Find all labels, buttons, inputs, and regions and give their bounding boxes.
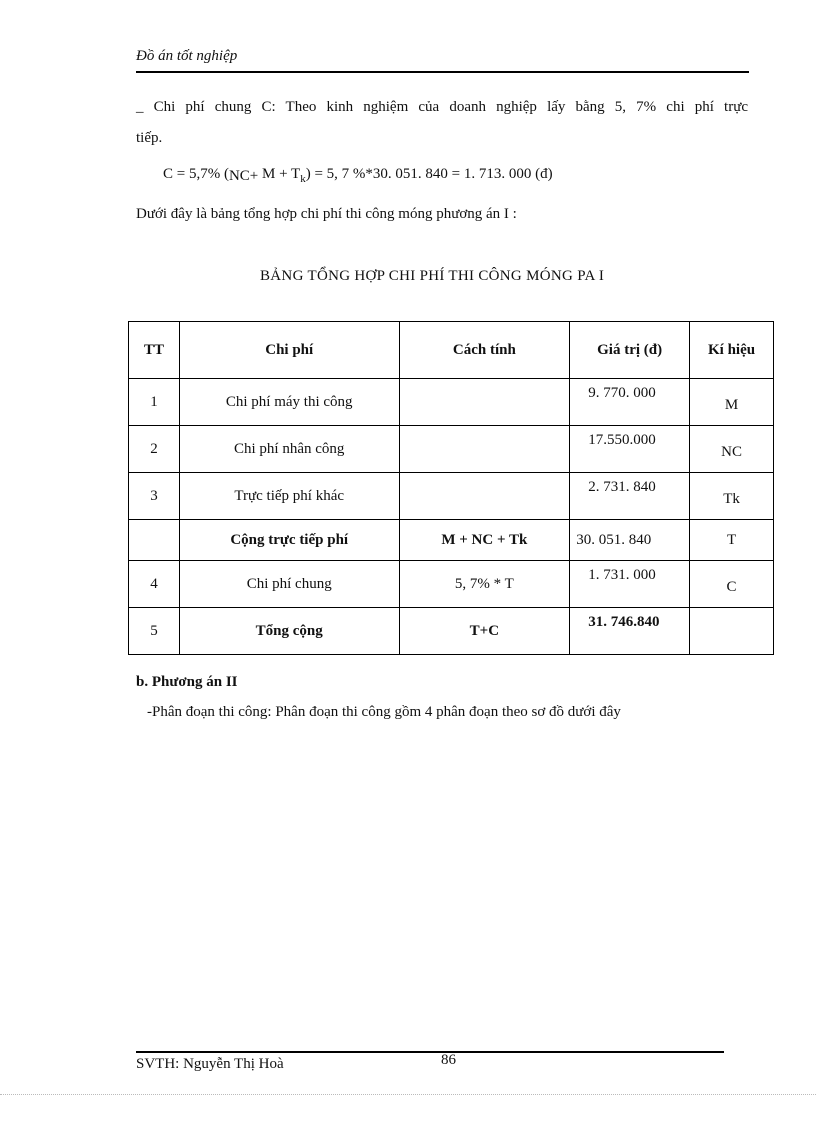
table-row-subtotal — [129, 520, 774, 561]
header-cach-tinh: Cách tính — [399, 322, 570, 379]
paragraph-chi-phi-chung: _ Chi phí chung C: Theo kinh nghiệm của doanh nghiệp lấy bằng 5, 7% chi phí trực — [136, 99, 748, 115]
cell-gia-tri: 31. 746.840 — [570, 608, 690, 655]
cell-gia-tri: 2. 731. 840 — [570, 473, 690, 520]
page-bottom-border — [0, 1094, 816, 1095]
cell-tt — [129, 520, 180, 561]
cell-cach-tinh — [399, 426, 570, 473]
page-number: 86 — [441, 1052, 456, 1068]
formula-chi-phi-chung — [163, 166, 553, 185]
paragraph-table-intro: Dưới đây là bảng tổng hợp chi phí thi công móng phương án I : — [136, 206, 517, 222]
formula-prefix: C = 5,7% ( — [163, 166, 229, 182]
formula-suffix: ) = 5, 7 %*30. 051. 840 = 1. 713. 000 (đ) — [305, 166, 553, 182]
cell-tt: 5 — [129, 608, 180, 655]
cell-chi-phi: Chi phí chung — [179, 561, 399, 608]
table-row — [129, 473, 774, 520]
header-divider — [136, 71, 749, 73]
header-chi-phi: Chi phí — [179, 322, 399, 379]
header-ki-hieu: Kí hiệu — [690, 322, 774, 379]
formula-middle: M + T — [258, 166, 301, 182]
cell-tt: 3 — [129, 473, 180, 520]
cell-gia-tri: 1. 731. 000 — [570, 561, 690, 608]
cell-tt: 1 — [129, 379, 180, 426]
cell-ki-hieu: C — [690, 561, 774, 608]
cell-cach-tinh — [399, 473, 570, 520]
cell-chi-phi: Chi phí máy thi công — [179, 379, 399, 426]
cell-ki-hieu: T — [690, 520, 774, 561]
cell-chi-phi: Cộng trực tiếp phí — [179, 520, 399, 561]
cell-tt: 4 — [129, 561, 180, 608]
table-row — [129, 561, 774, 608]
formula-nc: NC+ — [228, 168, 259, 184]
cell-chi-phi: Chi phí nhân công — [179, 426, 399, 473]
header-gia-tri: Giá trị (đ) — [570, 322, 690, 379]
cell-gia-tri: 30. 051. 840 — [570, 520, 690, 561]
cell-cach-tinh: T+C — [399, 608, 570, 655]
table-row — [129, 426, 774, 473]
formula-subscript: k — [300, 173, 306, 185]
paragraph-chi-phi-chung-cont: tiếp. — [136, 130, 163, 146]
cell-chi-phi: Tổng cộng — [179, 608, 399, 655]
cell-ki-hieu: NC — [690, 426, 774, 473]
cell-ki-hieu — [690, 608, 774, 655]
cell-ki-hieu: M — [690, 379, 774, 426]
cell-cach-tinh: 5, 7% * T — [399, 561, 570, 608]
cell-chi-phi: Trực tiếp phí khác — [179, 473, 399, 520]
cell-cach-tinh — [399, 379, 570, 426]
footer-divider — [136, 1051, 724, 1053]
cell-gia-tri: 9. 770. 000 — [570, 379, 690, 426]
table-row — [129, 379, 774, 426]
paragraph-phan-doan: -Phân đoạn thi công: Phân đoạn thi công gồm 4 phân đoạn theo sơ đồ dưới đây — [147, 704, 621, 720]
cell-cach-tinh: M + NC + Tk — [399, 520, 570, 561]
table-row-total — [129, 608, 774, 655]
header-title: Đồ án tốt nghiệp — [136, 48, 238, 64]
cost-summary-table — [128, 321, 774, 655]
cell-ki-hieu: Tk — [690, 473, 774, 520]
cell-gia-tri: 17.550.000 — [570, 426, 690, 473]
footer-student-name: SVTH: Nguyễn Thị Hoà — [136, 1056, 284, 1072]
cell-tt: 2 — [129, 426, 180, 473]
section-heading-phuong-an-ii: b. Phương án II — [136, 674, 238, 690]
table-title: BẢNG TỔNG HỢP CHI PHÍ THI CÔNG MÓNG PA I — [260, 268, 605, 284]
table-header-row — [129, 322, 774, 379]
header-tt: TT — [129, 322, 180, 379]
